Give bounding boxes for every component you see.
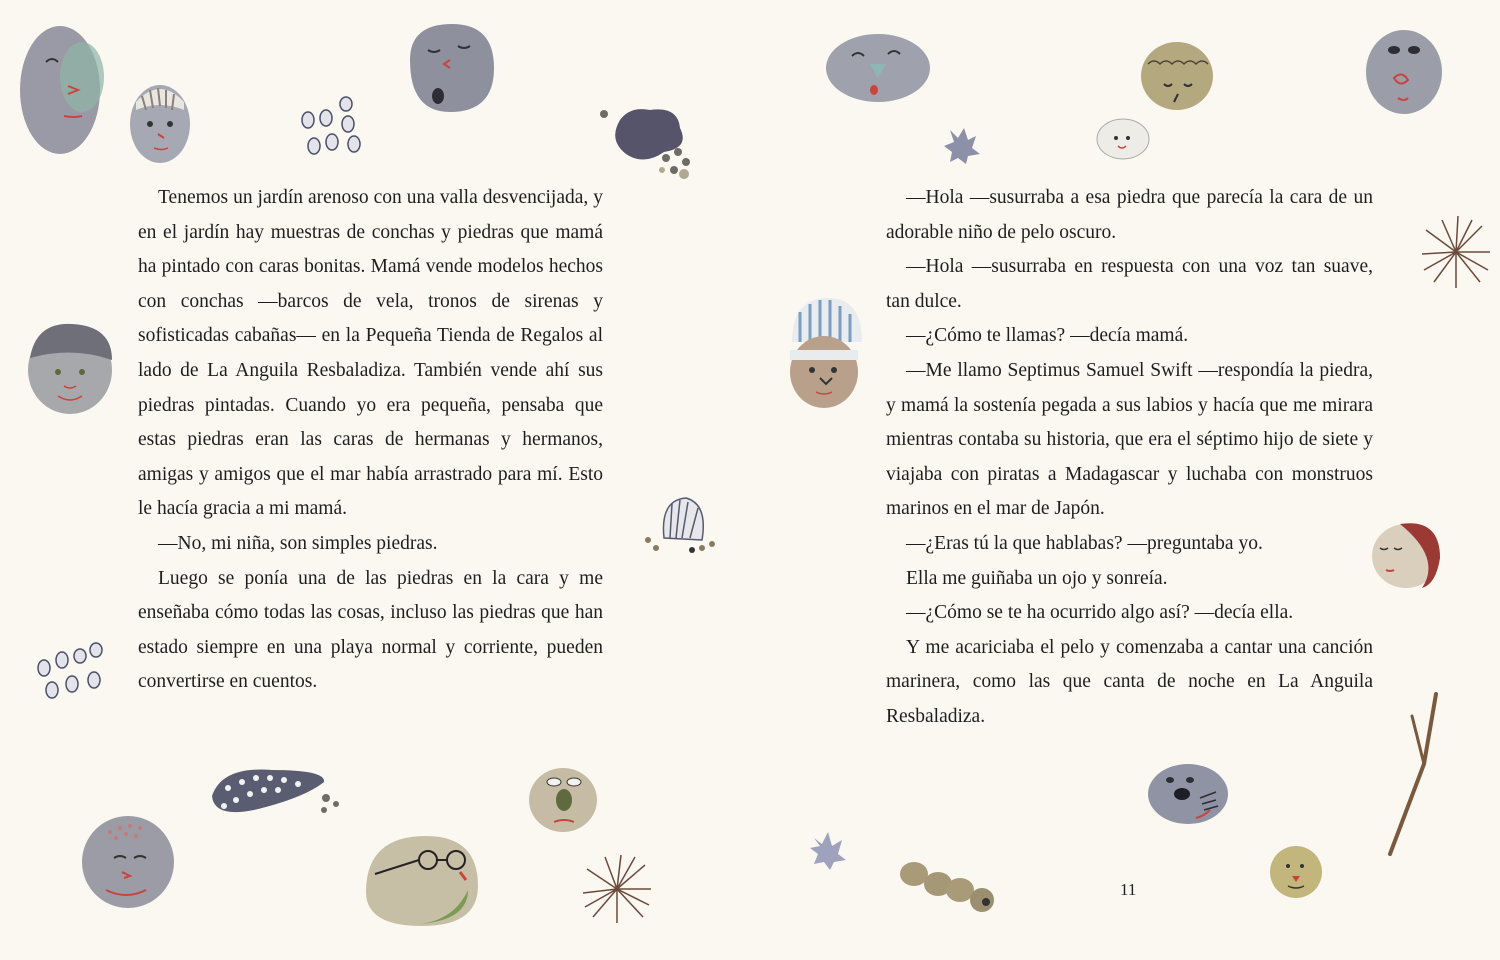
right-page-text (886, 181, 1373, 735)
paragraph: Tenemos un jardín arenoso con una valla desvencijada, y en el jardín hay muestras de conchas y piedras que mamá ha pintado con caras bonitas. Mamá vende modelos hechos con conchas —barcos de vela, tronos de sirenas y sofisticadas cabañas— en la Pequeña Tienda de Regalos al lado de La Anguila Resbaladiza. También vende ahí sus piedras pintadas. Cuando yo era pequeña, pensaba que estas piedras eran las caras de hermanas y hermanos, amigas y amigos que el mar había arrastrado para mí. Esto le hacía gracia a mi mamá. (138, 187, 603, 520)
paragraph: Y me acariciaba el pelo y comenzaba a cantar una canción marinera, como las que canta de noche en La Anguila Resbaladiza. (886, 636, 1373, 727)
curly-hair-stone-illustration (24, 322, 116, 416)
paragraph: —¿Cómo se te ha ocurrido algo así? —decía ella. (906, 602, 1294, 624)
left-page-text (138, 181, 603, 700)
paragraph: —Me llamo Septimus Samuel Swift —respondía la piedra, y mamá la sostenía pegada a sus labios y hacía que me mirara mientras contaba su historia, que era el séptimo hijo de siete y viajaba con piratas a Madagascar y luchaba con monstruos marinos en el mar de Japón. (886, 359, 1373, 520)
striped-beanie-stone-illustration (786, 296, 862, 410)
open-mouth-stone-illustration (1146, 762, 1232, 830)
sea-urchin-illustration (1418, 212, 1494, 292)
coral-fragment-illustration (940, 120, 984, 164)
tall-stone-face-illustration (12, 22, 112, 162)
paragraph: —No, mi niña, son simples piedras. (158, 532, 438, 554)
dark-stone-and-pebbles-illustration (600, 100, 708, 184)
red-hair-stone-illustration (1370, 518, 1442, 590)
sleeping-stone-face-illustration (400, 20, 496, 116)
curly-tan-stone-illustration (1140, 40, 1214, 110)
paragraph: —¿Eras tú la que hablabas? —preguntaba yo. (906, 532, 1263, 554)
paragraph: —Hola —susurraba a esa piedra que parecía la cara de un adorable niño de pelo oscuro. (886, 187, 1373, 243)
small-white-face-stone-illustration (1096, 118, 1150, 160)
glasses-stone-illustration (360, 832, 480, 928)
striped-hat-stone-illustration (128, 82, 192, 164)
coral-fragment-illustration (806, 828, 852, 868)
grey-stone-red-nose-illustration (1364, 30, 1444, 116)
surprised-stone-illustration (528, 766, 598, 836)
dotted-stone-illustration (208, 762, 348, 822)
page-number: 11 (1120, 880, 1137, 899)
right-page (750, 0, 1500, 960)
driftwood-stick-illustration (1386, 690, 1446, 856)
paragraph: —¿Cómo te llamas? —decía mamá. (906, 325, 1189, 347)
blue-nose-stone-illustration (824, 32, 932, 104)
segmented-shell-illustration (898, 858, 998, 916)
small-yellow-face-stone-illustration (1268, 844, 1324, 900)
small-shells-illustration (296, 96, 368, 160)
paragraph: —Hola —susurraba en respuesta con una voz tan suave, tan dulce. (886, 256, 1373, 312)
paragraph: Ella me guiñaba un ojo y sonreía. (906, 567, 1168, 589)
sea-urchin-illustration (578, 852, 656, 926)
freckled-stone-illustration (80, 812, 176, 910)
paragraph: Luego se ponía una de las piedras en la cara y me enseñaba cómo todas las cosas, incluso las piedras que han estado siempre en una playa normal y corriente, pueden convertirse en cuentos. (138, 567, 603, 693)
small-shells-illustration (32, 640, 108, 706)
fan-shell-illustration (640, 496, 724, 566)
